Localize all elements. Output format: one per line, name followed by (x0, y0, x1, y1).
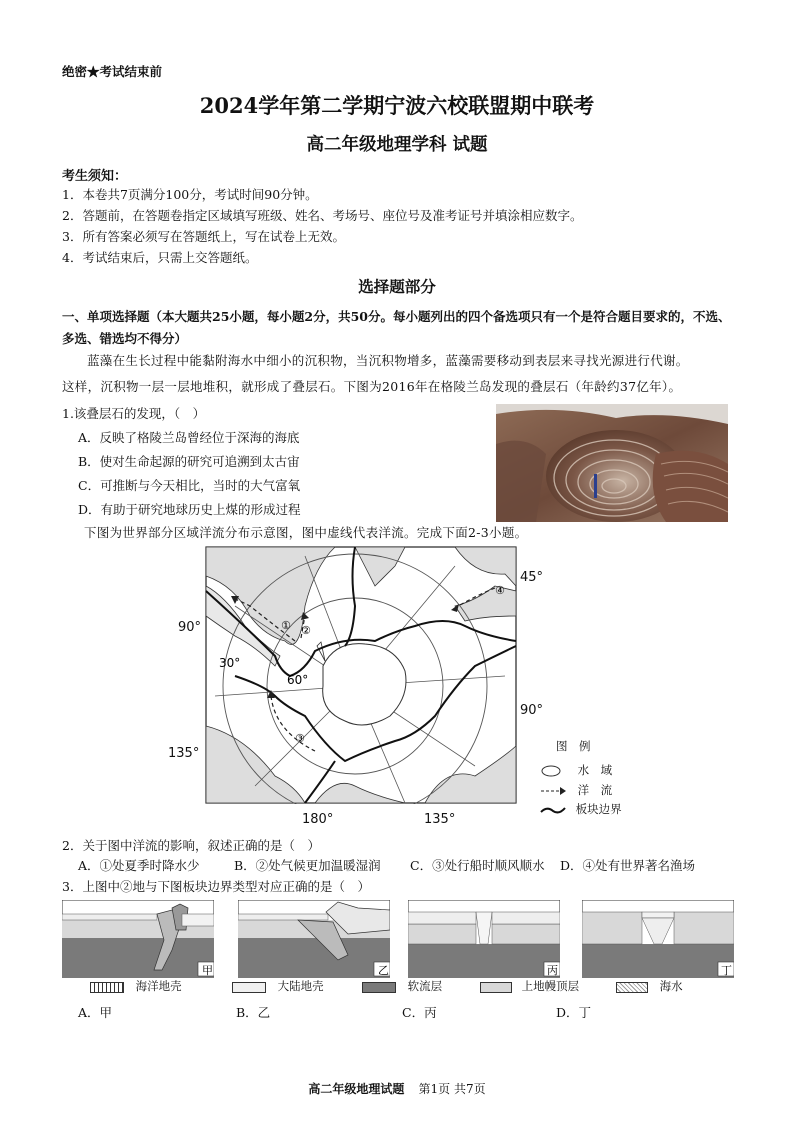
passage-line: 蓝藻在生长过程中能黏附海水中细小的沉积物，当沉积物增多，蓝藻需要移动到表层来寻找光源进行代谢。 (87, 353, 689, 368)
panel-label-ding: 丁 (721, 964, 732, 977)
map-current-1: ① (281, 619, 291, 632)
passage-map-intro: 下图为世界部分区域洋流分布示意图，图中虚线代表洋流。完成下面2-3小题。 (84, 525, 528, 540)
q1-option-d: D．有助于研究地球历史上煤的形成过程 (78, 502, 301, 517)
legend-continental-crust: 大陆地壳 (232, 978, 324, 994)
legend-current: 洋 流 (540, 782, 612, 798)
legend-plate-boundary: 板块边界 (540, 801, 622, 817)
legend-water: 水 域 (540, 762, 612, 778)
plate-diagram-yi (238, 900, 390, 978)
plate-diagram-jia (62, 900, 214, 978)
q1-option-c: C．可推断与今天相比，当时的大气富氧 (78, 478, 301, 493)
question-2-stem: 2．关于图中洋流的影响，叙述正确的是（ ） (62, 838, 320, 853)
legend-seawater: 海水 (616, 978, 683, 994)
passage-line: 这样，沉积物一层一层地堆积，就形成了叠层石。下图为2016年在格陵兰岛发现的叠层石（年龄约37亿年）。 (62, 379, 682, 394)
map-label-30: 30° (219, 656, 241, 670)
notice-heading: 考生须知： (62, 169, 128, 184)
plate-diagram-bing (408, 900, 560, 978)
q1-option-a: A．反映了格陵兰岛曾经位于深海的海底 (78, 430, 300, 445)
stromatolite-photo (496, 404, 728, 522)
question-3-stem: 3．上图中②地与下图板块边界类型对应正确的是（ ） (62, 879, 370, 894)
question-1-stem: 1.该叠层石的发现，（ ） (62, 406, 206, 421)
map-label-180: 180° (302, 812, 334, 827)
map-current-4: ④ (495, 584, 505, 597)
q2-option-a: A．①处夏季时降水少 (78, 858, 200, 873)
panel-label-bing: 丙 (547, 964, 558, 977)
secret-label: 绝密★考试结束前 (62, 64, 163, 79)
legend-asthenosphere: 软流层 (362, 978, 442, 994)
q2-option-b: B．②处气候更加温暖湿润 (234, 858, 381, 873)
exam-title: 2024学年第二学期宁波六校联盟期中联考 (199, 93, 595, 118)
map-label-45-outer: 45° (520, 570, 544, 585)
legend-oceanic-crust: 海洋地壳 (90, 978, 182, 994)
map-legend-title: 图 例 (556, 739, 591, 753)
q1-option-b: B．使对生命起源的研究可追溯到太古宙 (78, 454, 300, 469)
q3-option-c: C．丙 (402, 1005, 437, 1020)
map-current-3: ③ (295, 732, 305, 745)
map-label-135w: 135° (168, 746, 200, 761)
exam-subtitle: 高二年级地理学科 试题 (306, 135, 488, 155)
q3-option-d: D．丁 (556, 1005, 592, 1020)
plate-diagram-ding (582, 900, 734, 978)
notice-item: 3．所有答案必须写在答题纸上，写在试卷上无效。 (62, 229, 345, 244)
q2-option-d: D．④处有世界著名渔场 (560, 858, 696, 873)
map-current-2: ② (301, 624, 311, 637)
notice-item: 4．考试结束后，只需上交答题纸。 (62, 250, 258, 265)
part-heading: 一、单项选择题（本大题共25小题，每小题2分，共50分。每小题列出的四个备选项只有一个是符合题目要求的，不选、多选、错选均不得分） (62, 309, 731, 346)
q2-option-c: C．③处行船时顺风顺水 (410, 858, 545, 873)
map-label-90e: 90° (520, 703, 544, 718)
page-footer: 高二年级地理试题 第1页 共7页 (308, 1082, 486, 1096)
map-label-90w-outer: 90° (178, 620, 202, 635)
notice-item: 1．本卷共7页满分100分，考试时间90分钟。 (62, 187, 318, 202)
map-label-135e: 135° (424, 812, 456, 827)
ocean-current-map (205, 546, 517, 804)
panel-label-yi: 乙 (378, 964, 389, 977)
section-title: 选择题部分 (358, 277, 436, 296)
legend-upper-mantle: 上地幔顶层 (480, 978, 579, 994)
q3-option-b: B．乙 (236, 1005, 271, 1020)
panel-label-jia: 甲 (202, 964, 213, 977)
map-label-60: 60° (287, 673, 309, 687)
q3-option-a: A．甲 (78, 1005, 113, 1020)
notice-item: 2．答题前，在答题卷指定区域填写班级、姓名、考场号、座位号及准考证号并填涂相应数字。 (62, 208, 583, 223)
